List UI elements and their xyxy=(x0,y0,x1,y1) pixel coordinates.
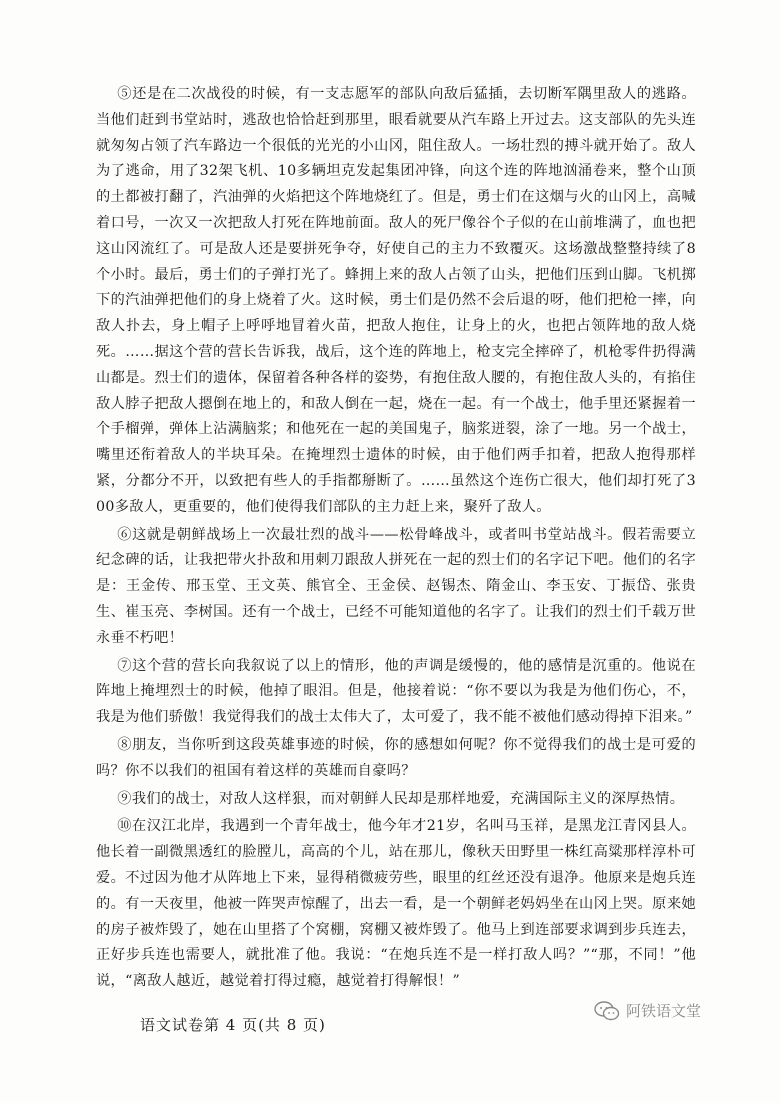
watermark xyxy=(594,1000,701,1021)
article-body xyxy=(96,82,696,997)
paragraph-10: ⑩在汉江北岸，我遇到一个青年战士，他今年才21岁，名叫马玉祥，是黑龙江青冈县人。他长着一副微黑透红的脸膛儿，高高的个儿，站在那儿，像秋天田野里一株红高粱那样淳朴可爱。不过因为他才从阵地上下来，显得稍微疲劳些，眼里的红丝还没有退净。他原来是炮兵连的。有一天夜里，他被一阵哭声惊醒了，出去一看，是一个朝鲜老妈妈坐在山冈上哭。原来她的房子被炸毁了，她在山里搭了个窝棚，窝棚又被炸毁了。他马上到连部要求调到步兵连去，正好步兵连也需要人，就批准了他。我说：“在炮兵连不是一样打敌人吗？”“那，不同！”他说，“离敌人越近，越觉着打得过瘾，越觉着打得解恨！” xyxy=(96,818,696,990)
watermark-text: 阿铁语文堂 xyxy=(626,1002,702,1020)
paragraph-5: ⑤还是在二次战役的时候，有一支志愿军的部队向敌后猛插，去切断军隅里敌人的逃路。当他们赶到书堂站时，逃敌也恰恰赶到那里，眼看就要从汽车路上开过去。这支部队的先头连就匆匆占领了汽车路边一个很低的光光的小山冈，阻住敌人。一场壮烈的搏斗就开始了。敌人为了逃命，用了32架飞机、10多辆坦克发起集团冲锋，向这个连的阵地汹涌卷来，整个山顶的土都被打翻了，汽油弹的火焰把这个阵地烧红了。但是，勇士们在这烟与火的山冈上，高喊着口号，一次又一次把敌人打死在阵地前面。敌人的死尸像谷个子似的在山前堆满了，血也把这山冈流红了。可是敌人还是要拼死争夺，好使自己的主力不致覆灭。这场激战整整持续了8个小时。最后，勇士们的子弹打光了。蜂拥上来的敌人占领了山头，把他们压到山脚。飞机掷下的汽油弹把他们的身上烧着了火。这时候，勇士们是仍然不会后退的呀，他们把枪一摔，向敌人扑去，身上帽子上呼呼地冒着火苗，把敌人抱住，让身上的火，也把占领阵地的敌人烧死。……据这个营的营长告诉我，战后，这个连的阵地上，枪支完全摔碎了，机枪零件扔得满山都是。烈士们的遗体，保留着各种各样的姿势，有抱住敌人腰的，有抱住敌人头的，有掐住敌人脖子把敌人摁倒在地上的，和敌人倒在一起，烧在一起。有一个战士，他手里还紧握着一个手榴弹，弹体上沾满脑浆；和他死在一起的美国鬼子，脑浆迸裂，涂了一地。另一个战士，嘴里还衔着敌人的半块耳朵。在掩埋烈士遗体的时候，由于他们两手扣着，把敌人抱得那样紧，分都分不开，以致把有些人的手指都掰断了。……虽然这个连伤亡很大，他们却打死了300多敌人，更重要的，他们使得我们部队的主力赶上来，聚歼了敌人。 xyxy=(96,86,696,515)
paragraph-6: ⑥这就是朝鲜战场上一次最壮烈的战斗——松骨峰战斗，或者叫书堂站战斗。假若需要立纪念碑的话，让我把带火扑敌和用刺刀跟敌人拼死在一起的烈士们的名字记下吧。他们的名字是：王金传、邢玉堂、王文英、熊官全、王金侯、赵锡杰、隋金山、李玉安、丁振岱、张贵生、崔玉亮、李树国。还有一个战士，已经不可能知道他的名字了。让我们的烈士们千载万世永垂不朽吧！ xyxy=(96,526,696,646)
paragraph-8: ⑧朋友，当你听到这段英雄事迹的时候，你的感想如何呢？你不觉得我们的战士是可爱的吗？你不以我们的祖国有着这样的英雄而自豪吗？ xyxy=(96,736,696,779)
paragraph-7: ⑦这个营的营长向我叙说了以上的情形，他的声调是缓慢的，他的感情是沉重的。他说在阵地上掩埋烈士的时候，他掉了眼泪。但是，他接着说：“你不要以为我是为他们伤心，不，我是为他们骄傲！我觉得我们的战士太伟大了，太可爱了，我不能不被他们感动得掉下泪来。” xyxy=(96,657,696,726)
paragraph-9: ⑨我们的战士，对敌人这样狠，而对朝鲜人民却是那样地爱，充满国际主义的深厚热情。 xyxy=(117,790,685,807)
page-footer: 语文试卷第 4 页(共 8 页) xyxy=(140,1016,326,1034)
wechat-icon xyxy=(594,1001,620,1021)
